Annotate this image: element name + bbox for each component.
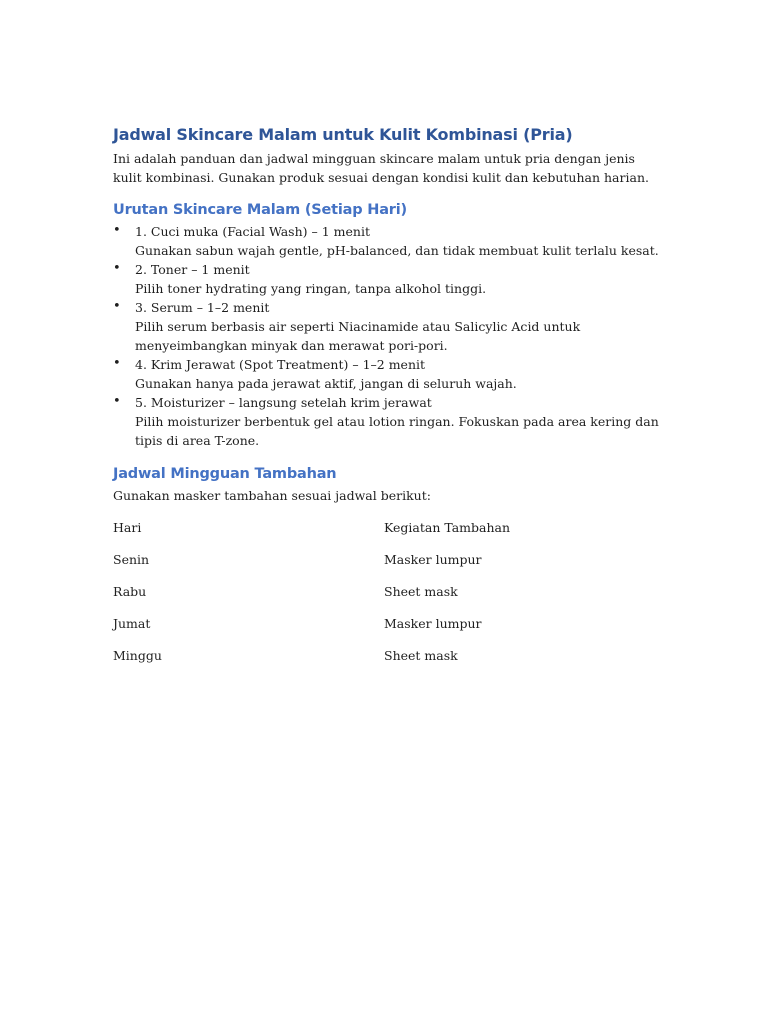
page-title: Jadwal Skincare Malam untuk Kulit Kombinasi (Pria) <box>113 125 573 144</box>
step-title: 1. Cuci muka (Facial Wash) – 1 menit <box>135 224 370 239</box>
day-cell: Jumat <box>113 616 151 631</box>
table-header-cell: Kegiatan Tambahan <box>384 520 511 535</box>
weekly-note: Gunakan masker tambahan sesuai jadwal berikut: <box>113 488 431 503</box>
section-heading-weekly: Jadwal Mingguan Tambahan <box>113 466 337 482</box>
document-page <box>113 124 661 678</box>
activity-cell: Masker lumpur <box>384 616 482 631</box>
day-cell: Rabu <box>113 584 147 599</box>
step-title: 5. Moisturizer – langsung setelah krim jerawat <box>135 395 432 410</box>
step-title: 3. Serum – 1–2 menit <box>135 300 270 315</box>
activity-cell: Masker lumpur <box>384 552 482 567</box>
step-description: Gunakan sabun wajah gentle, pH-balanced, dan tidak membuat kulit terlalu kesat. <box>135 243 659 258</box>
day-cell: Minggu <box>113 648 162 663</box>
day-cell: Senin <box>113 552 150 567</box>
list-item <box>113 393 661 450</box>
table-row <box>113 614 661 646</box>
table-row <box>113 550 661 582</box>
bullet-icon: • <box>113 394 121 409</box>
list-item <box>113 260 661 298</box>
bullet-icon: • <box>113 261 121 276</box>
bullet-icon: • <box>113 356 121 371</box>
activity-cell: Sheet mask <box>384 648 458 663</box>
table-header-cell: Hari <box>113 520 142 535</box>
table-row <box>113 582 661 614</box>
table-header-row <box>113 518 661 550</box>
bullet-icon: • <box>113 299 121 314</box>
section-heading-routine: Urutan Skincare Malam (Setiap Hari) <box>113 202 407 218</box>
step-title: 2. Toner – 1 menit <box>135 262 250 277</box>
weekly-schedule-table <box>113 518 661 678</box>
list-item <box>113 298 661 355</box>
routine-list <box>113 222 661 450</box>
step-description: Pilih moisturizer berbentuk gel atau lotion ringan. Fokuskan pada area kering dan tipis di area T-zone. <box>135 414 659 448</box>
table-row <box>113 646 661 678</box>
step-description: Pilih toner hydrating yang ringan, tanpa alkohol tinggi. <box>135 281 487 296</box>
step-title: 4. Krim Jerawat (Spot Treatment) – 1–2 menit <box>135 357 426 372</box>
activity-cell: Sheet mask <box>384 584 458 599</box>
intro-paragraph: Ini adalah panduan dan jadwal mingguan skincare malam untuk pria dengan jenis kulit kombinasi. Gunakan produk sesuai dengan kondisi kulit dan kebutuhan harian. <box>113 151 649 185</box>
step-description: Gunakan hanya pada jerawat aktif, jangan di seluruh wajah. <box>135 376 517 391</box>
bullet-icon: • <box>113 223 121 238</box>
list-item <box>113 355 661 393</box>
list-item <box>113 222 661 260</box>
step-description: Pilih serum berbasis air seperti Niacinamide atau Salicylic Acid untuk menyeimbangkan minyak dan merawat pori-pori. <box>135 319 581 353</box>
